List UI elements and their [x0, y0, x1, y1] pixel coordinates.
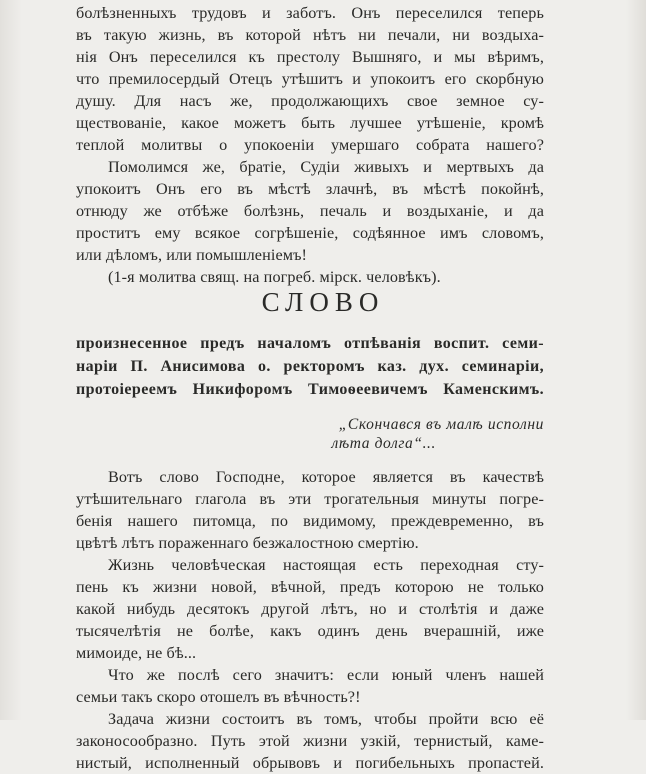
epigraph-line: „Скончався въ малѣ исполни	[338, 416, 544, 433]
text-line: Что же послѣ сего значитъ: если юный членъ нашей	[108, 666, 544, 684]
text-line: Жизнь человѣческая настоящая есть переходная сту-	[108, 556, 544, 574]
text-line: душу. Для насъ же, продолжающихъ свое земное су-	[76, 92, 544, 110]
text-line: пень къ жизни новой, вѣчной, предъ которою не только	[76, 578, 544, 596]
page-gutter-right	[626, 0, 646, 720]
text-line: семьи такъ скоро отошелъ въ вѣчность?!	[76, 688, 361, 706]
page-gutter-left	[0, 0, 22, 720]
text-line: болѣзненныхъ трудовъ и заботъ. Онъ переселился теперь	[76, 4, 544, 22]
text-line: нія Онъ переселился къ престолу Вышняго, и мы вѣримъ,	[76, 48, 544, 66]
text-line: какой нибудь десятокъ другой лѣтъ, но и столѣтія и даже	[76, 600, 544, 618]
text-line: Помолимся же, братіе, Судіи живыхъ и мертвыхъ да	[108, 158, 544, 176]
text-line: или дѣломъ, или помышленіемъ!	[76, 246, 308, 264]
text-line: Вотъ слово Господне, которое является въ качествѣ	[108, 468, 544, 486]
subtitle-line: протоіереемъ Никифоромъ Тимоѳеевичемъ Каменскимъ.	[76, 381, 544, 398]
text-line: законосообразно. Путь этой жизни узкій, тернистый, камe-	[76, 732, 544, 750]
text-line: нистый, исполненный обрывовъ и погибельныхъ пропастей.	[76, 754, 544, 772]
text-line: ществованіе, какое можетъ быть лучшее утѣшеніе, кромѣ	[76, 114, 544, 132]
text-line: въ такую жизнь, въ которой нѣтъ ни печали, ни воздыха-	[76, 26, 544, 44]
epigraph-line: лѣта долга“...	[331, 435, 436, 452]
text-line: тысячелѣтія не болѣе, какъ одинъ день вчерашній, иже	[76, 622, 544, 640]
subtitle-line: произнесенное предъ началомъ отпѣванія воспит. семи-	[76, 335, 544, 352]
text-line: отнюду же отбѣже болѣзнь, печаль и воздыханіе, и да	[76, 202, 544, 220]
text-line: Задача жизни состоитъ въ томъ, чтобы пройти всю её	[108, 710, 544, 728]
text-line: упокоитъ Онъ его въ мѣстѣ злачнѣ, въ мѣстѣ покойнѣ,	[76, 180, 544, 198]
page-title: СЛОВО	[261, 287, 385, 317]
text-line: теплой молитвы о упокоеніи умершаго собрата нашего?	[76, 136, 544, 154]
text-line: цвѣтѣ лѣтъ пораженнаго безжалостною смертію.	[76, 534, 419, 552]
subtitle-line: наріи П. Анисимова о. ректоромъ каз. дух. семинаріи,	[76, 358, 544, 375]
text-line: утѣшительнаго глагола въ эти трогательныя минуты погре-	[76, 490, 544, 508]
prayer-source: (1-я молитва свящ. на погреб. мірск. человѣкъ).	[108, 268, 441, 286]
text-line: что премилосердый Отецъ утѣшитъ и упокоитъ его скорбную	[76, 70, 544, 88]
text-line: бенія нашего питомца, по видимому, преждевременно, въ	[76, 512, 544, 530]
text-line: проститъ ему всякое согрѣшеніе, содѣянное имъ словомъ,	[76, 224, 544, 242]
text-line: мимоиде, не бѣ...	[76, 644, 197, 662]
